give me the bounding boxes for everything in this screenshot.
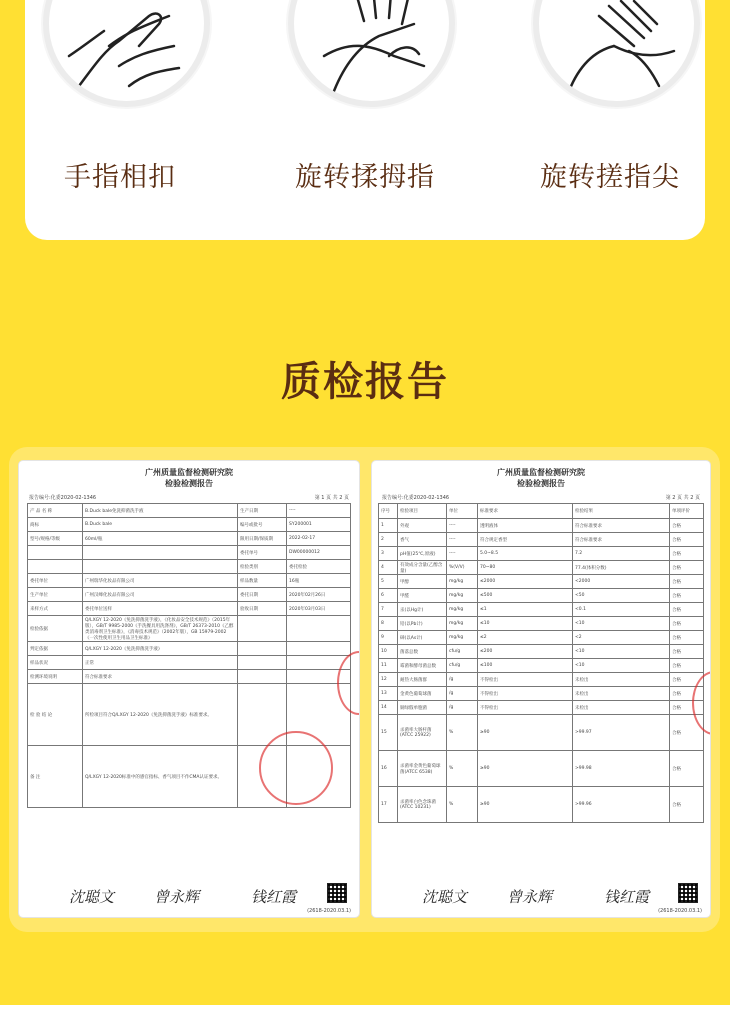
table-cell: 透明液体 bbox=[478, 519, 573, 533]
table-header-cell: 单项评价 bbox=[670, 504, 704, 519]
qr-code-icon-2 bbox=[678, 883, 698, 903]
table-cell bbox=[287, 616, 351, 642]
table-cell: 1 bbox=[379, 519, 398, 533]
table-cell: 不得检出 bbox=[478, 687, 573, 701]
table-cell: 甲醛 bbox=[398, 589, 447, 603]
table-cell: 金黄色葡萄球菌 bbox=[398, 687, 447, 701]
table-cell: 未检出 bbox=[573, 687, 670, 701]
table-cell: 合格 bbox=[670, 575, 704, 589]
table-cell: 铅(以Pb计) bbox=[398, 617, 447, 631]
table-header-cell: 标准要求 bbox=[478, 504, 573, 519]
table-cell: <0.1 bbox=[573, 603, 670, 617]
table-cell bbox=[28, 546, 83, 560]
table-cell bbox=[83, 560, 238, 574]
table-cell: /g bbox=[447, 687, 478, 701]
table-cell: 70~80 bbox=[478, 561, 573, 575]
table-cell: 5.0~8.5 bbox=[478, 547, 573, 561]
report2-institute: 广州质量监督检测研究院 bbox=[497, 468, 585, 477]
table-row bbox=[28, 656, 351, 670]
table-cell: 样品状况 bbox=[28, 656, 83, 670]
table-cell: 合格 bbox=[670, 715, 704, 751]
table-header-cell: 序号 bbox=[379, 504, 398, 519]
table-cell: 来样方式 bbox=[28, 602, 83, 616]
report2-title: 检验检测报告 bbox=[517, 479, 565, 488]
table-cell: 合格 bbox=[670, 631, 704, 645]
table-cell: 14 bbox=[379, 701, 398, 715]
report1-footer-code: (2618-2020.03.1) bbox=[307, 908, 351, 914]
table-cell: 合格 bbox=[670, 645, 704, 659]
table-row bbox=[28, 518, 351, 532]
table-cell: mg/kg bbox=[447, 631, 478, 645]
table-cell: 杀菌率白色念珠菌(ATCC 10231) bbox=[398, 787, 447, 823]
table-cell: 商标 bbox=[28, 518, 83, 532]
table-cell: 广州汉峰化妆品有限公司 bbox=[83, 588, 238, 602]
table-cell: <50 bbox=[573, 589, 670, 603]
table-cell: ≤10 bbox=[478, 617, 573, 631]
table-row bbox=[379, 631, 704, 645]
table-cell: 检 验 结 论 bbox=[28, 684, 83, 746]
table-row bbox=[28, 504, 351, 518]
table-cell: 委托单位送样 bbox=[83, 602, 238, 616]
table-cell: 16 bbox=[379, 751, 398, 787]
report-page-2 bbox=[372, 461, 710, 917]
table-cell: 委托日期 bbox=[238, 588, 287, 602]
table-cell: ---- bbox=[447, 519, 478, 533]
table-cell: 限用日期/保质期 bbox=[238, 532, 287, 546]
table-cell: 未检出 bbox=[573, 673, 670, 687]
table-row bbox=[28, 670, 351, 684]
table-cell: 合格 bbox=[670, 787, 704, 823]
table-row bbox=[379, 751, 704, 787]
table-row bbox=[28, 546, 351, 560]
table-row bbox=[379, 589, 704, 603]
signature-1b: 沈聪文 bbox=[422, 888, 468, 906]
table-cell: 符合标准要求 bbox=[573, 519, 670, 533]
table-cell: 检验类别 bbox=[238, 560, 287, 574]
table-cell: mg/kg bbox=[447, 589, 478, 603]
table-cell: 检测环境说明 bbox=[28, 670, 83, 684]
table-cell: mg/kg bbox=[447, 575, 478, 589]
table-cell: 有效成分含量(乙醇含量) bbox=[398, 561, 447, 575]
table-cell: 77.4(体积分数) bbox=[573, 561, 670, 575]
table-cell: /g bbox=[447, 701, 478, 715]
report1-title: 检验检测报告 bbox=[165, 479, 213, 488]
table-cell: mg/kg bbox=[447, 603, 478, 617]
table-cell: % bbox=[447, 787, 478, 823]
table-cell: 砷(以As计) bbox=[398, 631, 447, 645]
table-cell: <2 bbox=[573, 631, 670, 645]
rubbing-thumb-icon bbox=[288, 0, 455, 107]
report-page-1 bbox=[19, 461, 359, 917]
report2-table bbox=[378, 503, 704, 823]
table-cell: 所检项目符合Q/LXGY 12-2020《免洗抑菌洗手液》标准要求。 bbox=[83, 684, 238, 746]
table-cell: ---- bbox=[447, 533, 478, 547]
table-cell: >99.96 bbox=[573, 787, 670, 823]
table-row bbox=[379, 659, 704, 673]
table-cell: 正常 bbox=[83, 656, 238, 670]
table-cell: Q/LXGY 12-2020《免洗抑菌洗手液》，《化妆品安全技术规范》（2015年版），GB/T 9985-2000《手洗餐具用洗涤剂》，GB/T 26373-2010《乙醇类消毒剂卫生标准》，《消毒技术规范》（2002年版），GB 15979-2002《一次性使用卫生用品卫生标准》 bbox=[83, 616, 238, 642]
step-1-label: 手指相扣 bbox=[64, 162, 176, 193]
table-cell bbox=[238, 670, 287, 684]
table-cell: 合格 bbox=[670, 751, 704, 787]
table-row bbox=[379, 701, 704, 715]
table-cell: <10 bbox=[573, 617, 670, 631]
table-cell: 15 bbox=[379, 715, 398, 751]
table-row bbox=[28, 616, 351, 642]
table-cell: 合格 bbox=[670, 617, 704, 631]
signature-1: 沈聪文 bbox=[69, 888, 115, 906]
report2-number: 报告编号:化委2020-02-1346 bbox=[382, 495, 450, 501]
table-cell: 17 bbox=[379, 787, 398, 823]
bottom-strip bbox=[0, 1005, 730, 1029]
table-cell: 60ml/瓶 bbox=[83, 532, 238, 546]
table-cell: 验收日期 bbox=[238, 602, 287, 616]
table-cell: 样品数量 bbox=[238, 574, 287, 588]
table-cell: % bbox=[447, 715, 478, 751]
table-cell: %(V/V) bbox=[447, 561, 478, 575]
table-cell: 委托检验 bbox=[287, 560, 351, 574]
table-cell bbox=[238, 642, 287, 656]
report2-footer-code: (2618-2020.03.1) bbox=[658, 908, 702, 914]
table-cell: 16瓶 bbox=[287, 574, 351, 588]
report1-page: 第 1 页 共 2 页 bbox=[314, 495, 349, 501]
table-row bbox=[28, 560, 351, 574]
table-cell: ≥90 bbox=[478, 715, 573, 751]
table-cell: 不得检出 bbox=[478, 701, 573, 715]
report2-page: 第 2 页 共 2 页 bbox=[665, 495, 700, 501]
table-row bbox=[379, 575, 704, 589]
table-cell: cfu/g bbox=[447, 659, 478, 673]
table-cell: 未检出 bbox=[573, 701, 670, 715]
table-cell bbox=[28, 560, 83, 574]
table-row bbox=[379, 547, 704, 561]
table-cell: 合格 bbox=[670, 659, 704, 673]
table-cell: pH值(25℃,原液) bbox=[398, 547, 447, 561]
table-cell: 耐热大肠菌群 bbox=[398, 673, 447, 687]
table-cell: ≤2000 bbox=[478, 575, 573, 589]
table-header-cell: 单位 bbox=[447, 504, 478, 519]
table-row bbox=[379, 533, 704, 547]
table-cell: 2020年03月03日 bbox=[287, 602, 351, 616]
table-cell: SY200001 bbox=[287, 518, 351, 532]
section-title: 质检报告 bbox=[281, 359, 449, 405]
table-row bbox=[28, 588, 351, 602]
rubbing-fingertips-icon bbox=[533, 0, 700, 107]
table-row bbox=[28, 602, 351, 616]
table-cell: 合格 bbox=[670, 603, 704, 617]
table-header-cell: 检验结果 bbox=[573, 504, 670, 519]
table-cell: 汞(以Hg计) bbox=[398, 603, 447, 617]
signature-3: 钱红霞 bbox=[251, 888, 297, 906]
table-row bbox=[379, 617, 704, 631]
table-cell: 12 bbox=[379, 673, 398, 687]
table-cell: 符合标准要求 bbox=[573, 533, 670, 547]
table-cell: Q/LXGY 12-2020标准中的感官指标、香气项目不作CMA认证要求。 bbox=[83, 746, 238, 808]
table-cell: % bbox=[447, 751, 478, 787]
table-row bbox=[28, 642, 351, 656]
table-cell: 9 bbox=[379, 631, 398, 645]
table-cell: >99.98 bbox=[573, 751, 670, 787]
table-row bbox=[379, 519, 704, 533]
signature-3b: 钱红霞 bbox=[604, 888, 650, 906]
table-cell: 合格 bbox=[670, 519, 704, 533]
report1-number: 报告编号:化委2020-02-1346 bbox=[29, 495, 97, 501]
table-cell: 合格 bbox=[670, 701, 704, 715]
table-cell: 合格 bbox=[670, 561, 704, 575]
table-cell: 杀菌率金黄色葡萄球菌(ATCC 6538) bbox=[398, 751, 447, 787]
table-cell: ≤2 bbox=[478, 631, 573, 645]
table-row bbox=[28, 532, 351, 546]
table-cell: 外观 bbox=[398, 519, 447, 533]
step-3-label: 旋转搓指尖 bbox=[540, 162, 680, 193]
table-cell: 判定依据 bbox=[28, 642, 83, 656]
table-cell: 3 bbox=[379, 547, 398, 561]
table-cell: 合格 bbox=[670, 589, 704, 603]
table-cell: ≤500 bbox=[478, 589, 573, 603]
table-cell: cfu/g bbox=[447, 645, 478, 659]
table-cell: 编号或批号 bbox=[238, 518, 287, 532]
table-cell: 生产单位 bbox=[28, 588, 83, 602]
table-row bbox=[379, 561, 704, 575]
table-cell: 10 bbox=[379, 645, 398, 659]
reports-panel bbox=[9, 447, 720, 932]
table-cell: <2000 bbox=[573, 575, 670, 589]
table-cell: 不得检出 bbox=[478, 673, 573, 687]
table-cell: 广州瑞华化妆品有限公司 bbox=[83, 574, 238, 588]
table-row bbox=[379, 673, 704, 687]
table-row bbox=[379, 715, 704, 751]
table-cell: 检验依据 bbox=[28, 616, 83, 642]
table-cell bbox=[83, 546, 238, 560]
table-cell: 香气 bbox=[398, 533, 447, 547]
table-cell bbox=[287, 642, 351, 656]
table-cell: 霉菌和酵母菌总数 bbox=[398, 659, 447, 673]
table-cell: ≥90 bbox=[478, 787, 573, 823]
table-cell: Q/LXGY 12-2020《免洗抑菌洗手液》 bbox=[83, 642, 238, 656]
table-cell: 符合标准要求 bbox=[83, 670, 238, 684]
table-cell: 符合规定香型 bbox=[478, 533, 573, 547]
table-cell: ≤200 bbox=[478, 645, 573, 659]
table-row bbox=[28, 574, 351, 588]
table-cell: 生产日期 bbox=[238, 504, 287, 518]
table-cell: ---- bbox=[447, 547, 478, 561]
table-row bbox=[379, 645, 704, 659]
table-cell: 杀菌率大肠杆菌(ATCC 25922) bbox=[398, 715, 447, 751]
table-cell: 2 bbox=[379, 533, 398, 547]
table-cell: 委托单号 bbox=[238, 546, 287, 560]
table-cell: 6 bbox=[379, 589, 398, 603]
table-cell bbox=[238, 616, 287, 642]
signature-2: 曾永辉 bbox=[154, 888, 200, 906]
table-cell: B.Duck bale bbox=[83, 518, 238, 532]
table-cell: 2020年02月26日 bbox=[287, 588, 351, 602]
table-cell: 产 品 名 称 bbox=[28, 504, 83, 518]
table-cell: 4 bbox=[379, 561, 398, 575]
usage-steps-card bbox=[25, 0, 705, 240]
table-cell: 合格 bbox=[670, 687, 704, 701]
step-2-label: 旋转揉拇指 bbox=[295, 162, 435, 193]
table-cell: ≤1 bbox=[478, 603, 573, 617]
table-cell: 合格 bbox=[670, 533, 704, 547]
table-cell: >99.97 bbox=[573, 715, 670, 751]
table-cell: 11 bbox=[379, 659, 398, 673]
table-cell: 型号/规格/等级 bbox=[28, 532, 83, 546]
table-cell: <10 bbox=[573, 645, 670, 659]
signature-2b: 曾永辉 bbox=[507, 888, 553, 906]
table-cell: 13 bbox=[379, 687, 398, 701]
official-seal bbox=[259, 731, 333, 805]
table-cell: /g bbox=[447, 673, 478, 687]
table-row bbox=[379, 687, 704, 701]
table-cell bbox=[238, 656, 287, 670]
table-row bbox=[379, 787, 704, 823]
table-cell: 铜绿假单胞菌 bbox=[398, 701, 447, 715]
table-cell: 合格 bbox=[670, 547, 704, 561]
table-cell: <10 bbox=[573, 659, 670, 673]
table-cell: 5 bbox=[379, 575, 398, 589]
table-cell: 7.2 bbox=[573, 547, 670, 561]
report1-institute: 广州质量监督检测研究院 bbox=[145, 468, 233, 477]
table-cell: 甲醇 bbox=[398, 575, 447, 589]
table-header-cell: 检验项目 bbox=[398, 504, 447, 519]
table-cell: 委托单位 bbox=[28, 574, 83, 588]
table-cell: ---- bbox=[287, 504, 351, 518]
table-cell: 7 bbox=[379, 603, 398, 617]
table-cell: mg/kg bbox=[447, 617, 478, 631]
table-cell: B.Duck bale免洗抑菌洗手液 bbox=[83, 504, 238, 518]
table-cell: ≤100 bbox=[478, 659, 573, 673]
qr-code-icon bbox=[327, 883, 347, 903]
table-cell: DW00000012 bbox=[287, 546, 351, 560]
table-cell: 2022-02-17 bbox=[287, 532, 351, 546]
table-cell: ≥90 bbox=[478, 751, 573, 787]
table-cell: 合格 bbox=[670, 673, 704, 687]
interlocked-fingers-icon bbox=[43, 0, 210, 107]
table-row bbox=[379, 603, 704, 617]
table-cell: 菌落总数 bbox=[398, 645, 447, 659]
table-cell: 8 bbox=[379, 617, 398, 631]
table-cell: 备 注 bbox=[28, 746, 83, 808]
